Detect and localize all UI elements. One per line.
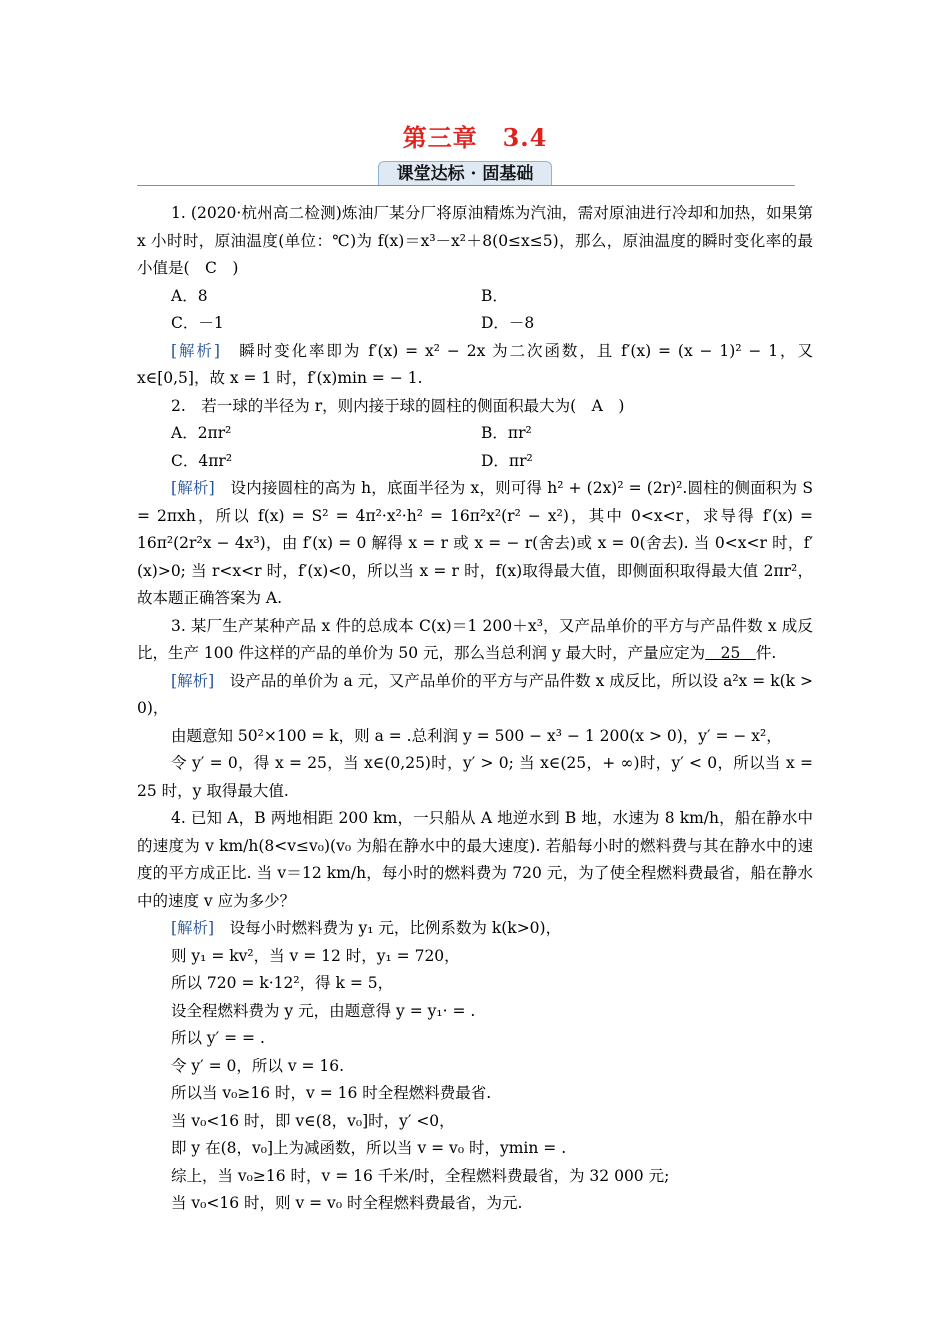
option: A．8 [171,286,208,305]
question-1-analysis [137,338,813,393]
question-2-options-row-1 [137,420,813,448]
question-1-options-row-1 [137,283,813,311]
section-banner: 课堂达标 · 固基础 [378,161,552,186]
analysis-line: 当 v₀<16 时，则 v = v₀ 时全程燃料费最省，为元. [171,1194,523,1212]
banner-divider [137,185,795,186]
analysis-line: 即 y 在(8，v₀]上为减函数，所以当 v = v₀ 时，ymin = . [171,1139,567,1157]
analysis-line: 由题意知 50²×100 = k，则 a = .总利润 y = 500 − x³ − 1 200(x > 0)，y′ = − x²， [171,726,782,745]
question-4-analysis [137,915,813,943]
page-title: 第三章 3.4 [402,123,548,152]
analysis-tag: [解析] [171,671,215,690]
option: C．4πr² [171,451,233,470]
analysis-tag: [解析] [171,919,215,937]
option: D．－8 [481,314,535,332]
analysis-line: 则 y₁ = kv²，当 v = 12 时，y₁ = 720， [171,946,460,965]
analysis-tag: [解析] [171,341,220,360]
option: B．πr² [481,424,532,442]
question-1-stem: 1. (2020·杭州高二检测)炼油厂某分厂将原油精炼为汽油，需对原油进行冷却和加热，如果第 x 小时时，原油温度(单位：℃)为 f(x)＝x³－x²＋8(0≤x≤5)，那么，原油温度的瞬时变化率的最小值是( C ) [137,204,813,277]
analysis-line: 当 v₀<16 时，即 v∈(8，v₀]时，y′ <0， [171,1111,455,1130]
question-2-options-row-2 [137,448,813,476]
analysis-text: 设内接圆柱的高为 h，底面半径为 x，则可得 h² + (2x)² = (2r)².圆柱的侧面积为 S = 2πxh，所以 f(x) = S² = 4π²·x²·h² = 16π²x²(r² − x²)，其中 0<x<r，求导得 f′(x) = 16π²(2r²x − 4x³)，由 f′(x) = 0 解得 x = r 或 x = − r(舍去)或 x = 0(舍去). 当 0<x<r 时，f′(x)>0; 当 r<x<r 时，f′(x)<0，所以当 x = r 时，f(x)取得最大值，即侧面积取得最大值 2πr²，故本题正确答案为 A. [137,479,813,607]
analysis-tag: [解析] [171,479,215,497]
question-1-options-row-2 [137,310,813,338]
option: D．πr² [481,451,533,470]
analysis-text: 设每小时燃料费为 y₁ 元，比例系数为 k(k>0)， [214,919,562,937]
analysis-line: 所以当 v₀≥16 时，v = 16 时全程燃料费最省. [171,1084,492,1102]
analysis-line: 令 y′ = 0，所以 v = 16. [171,1056,345,1075]
analysis-text: 设产品的单价为 a 元，又产品单价的平方与产品件数 x 成反比，所以设 a²x = k(k > 0)， [137,671,813,717]
analysis-line: 设全程燃料费为 y 元，由题意得 y = y₁· = . [171,1001,476,1020]
question-2-stem: 2. 若一球的半径为 r，则内接于球的圆柱的侧面积最大为( A ) [171,396,625,415]
question-3-stem [137,613,813,668]
stem-text-end: 件. [755,644,777,662]
analysis-line: 所以 y′ = = . [171,1029,265,1047]
option: A．2πr² [171,424,232,442]
content [137,200,813,1218]
analysis-line: 所以 720 = k·12²，得 k = 5， [171,974,394,992]
option: C．－1 [171,314,224,332]
question-4-stem: 4. 已知 A，B 两地相距 200 km，一只船从 A 地逆水到 B 地，水速为 8 km/h，船在静水中的速度为 v km/h(8<v≤v₀)(v₀ 为船在静水中的最大速度). 若船每小时的燃料费与其在静水中的速度的平方成正比. 当 v＝12 km/h，每小时的燃料费为 720 元，为了使全程燃料费最省，船在静水中的速度 v 应为多少？ [137,809,813,910]
analysis-line: 令 y′ = 0，得 x = 25，当 x∈(0,25)时，y′ > 0; 当 x∈(25，+ ∞)时，y′ < 0，所以当 x = 25 时，y 取得最大值. [137,754,813,800]
analysis-text: 瞬时变化率即为 f′(x) = x² − 2x 为二次函数，且 f′(x) = (x − 1)² − 1，又 x∈[0,5]，故 x = 1 时，f′(x)min = − 1. [137,341,813,387]
question-2-analysis [137,475,813,613]
analysis-line: 综上，当 v₀≥16 时，v = 16 千米/时，全程燃料费最省，为 32 000 元; [171,1166,670,1185]
stem-text: 3. 某厂生产某种产品 x 件的总成本 C(x)＝1 200＋x³，又产品单价的平方与产品件数 x 成反比，生产 100 件这样的产品的单价为 50 元，那么当总利润 y 最大时，产量应定为 [137,616,813,662]
question-3-analysis [137,668,813,723]
option: B． [481,286,508,305]
answer-blank: 25 [705,644,756,662]
